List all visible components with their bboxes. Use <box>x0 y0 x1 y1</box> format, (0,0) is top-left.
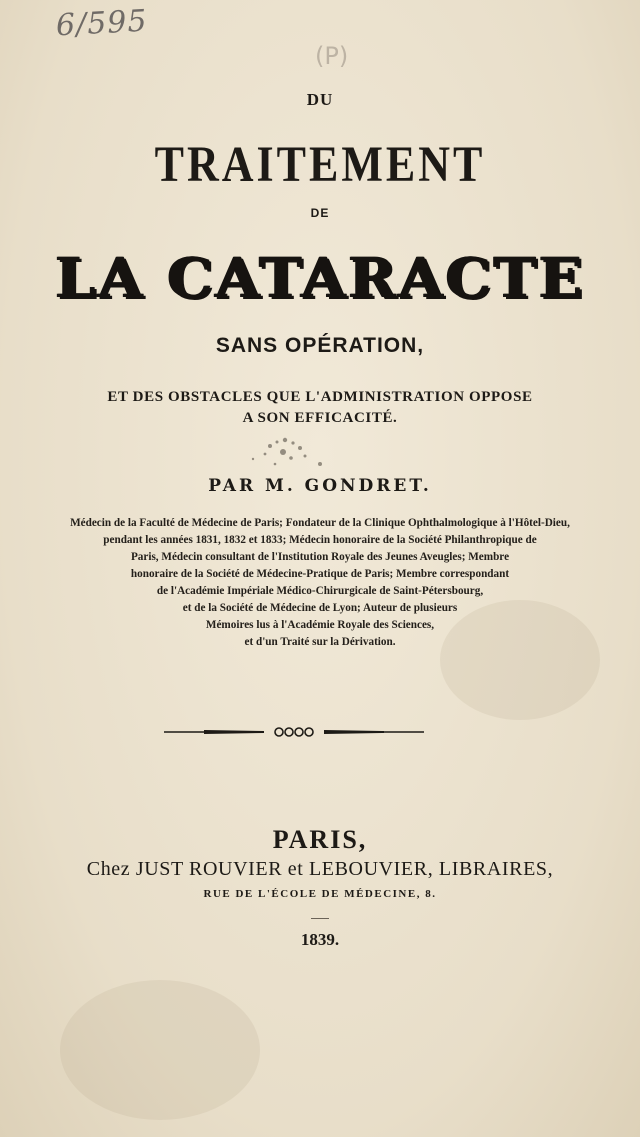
title-subject: LA CATARACTE <box>55 245 585 311</box>
subtitle-line: A SON EFFICACITÉ. <box>242 410 398 426</box>
paper-stain <box>60 980 260 1120</box>
imprint-year: 1839. <box>300 930 340 949</box>
imprint-address: RUE DE L'ÉCOLE DE MÉDECINE, 8. <box>203 888 437 900</box>
short-rule <box>311 918 329 919</box>
subtitle <box>0 387 640 429</box>
author-byline: PAR M. GONDRET. <box>208 476 432 496</box>
bio-line: et de la Société de Médecine de Lyon; Auteur de plusieurs <box>182 602 458 614</box>
bio-line: et d'un Traité sur la Dérivation. <box>244 636 396 648</box>
title-de: DE <box>310 206 330 220</box>
bio-line: Paris, Médecin consultant de l'Institution Royale des Jeunes Aveugles; Membre <box>130 551 510 563</box>
imprint-city: PARIS, <box>272 825 368 854</box>
author-bio <box>0 515 640 651</box>
imprint-publisher: Chez JUST ROUVIER et LEBOUVIER, LIBRAIRES, <box>86 858 554 880</box>
pencil-mark: (P) <box>315 42 349 70</box>
subtitle-line: ET DES OBSTACLES QUE L'ADMINISTRATION OPPOSE <box>107 389 533 405</box>
bio-line: de l'Académie Impériale Médico-Chirurgicale de Saint-Pétersbourg, <box>156 585 484 597</box>
title-du: DU <box>306 90 334 109</box>
handwritten-shelfmark: 6/595 <box>55 3 149 44</box>
decorative-rule <box>164 724 424 740</box>
bio-line: honoraire de la Société de Médecine-Pratique de Paris; Membre correspondant <box>130 568 510 580</box>
title-main: TRAITEMENT <box>154 136 486 193</box>
ink-blot-ornament <box>225 424 345 484</box>
title-sans-operation: SANS OPÉRATION, <box>215 334 425 357</box>
bio-line: pendant les années 1831, 1832 et 1833; Médecin honoraire de la Société Philanthropique de <box>103 534 537 546</box>
bio-line: Médecin de la Faculté de Médecine de Paris; Fondateur de la Clinique Ophthalmologique à l'Hôtel-Dieu, <box>70 517 570 529</box>
bio-line: Mémoires lus à l'Académie Royale des Sciences, <box>205 619 435 631</box>
